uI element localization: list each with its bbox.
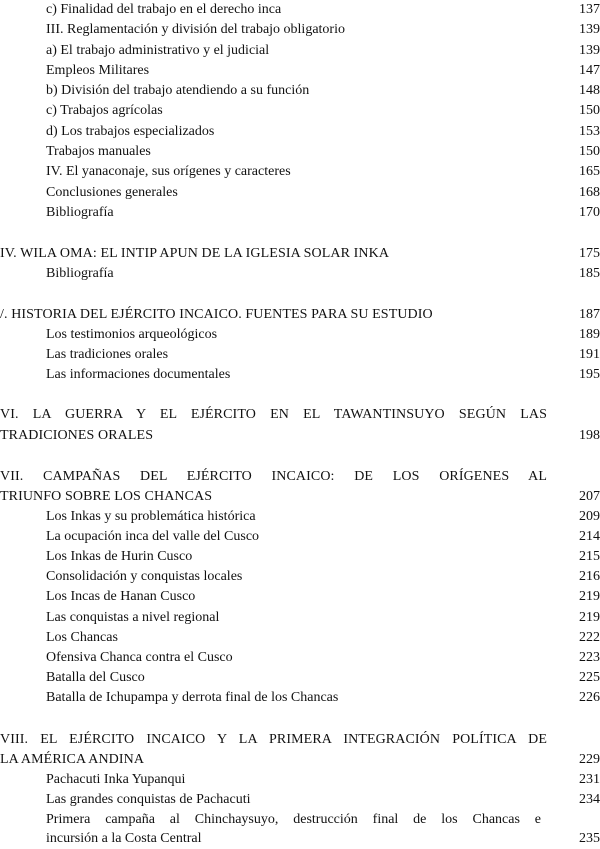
toc-entry xyxy=(0,264,600,284)
toc-entry-page: 226 xyxy=(579,690,600,705)
toc-entry-title: incursión a la Costa Central xyxy=(46,831,202,846)
toc-entry-page: 223 xyxy=(579,650,600,665)
toc-entry-page: 225 xyxy=(579,670,600,685)
toc-entry-page: 189 xyxy=(579,327,600,342)
toc-entry xyxy=(0,527,600,547)
toc-chapter-title: /. HISTORIA DEL EJÉRCITO INCAICO. FUENTES PARA SU ESTUDIO xyxy=(0,307,433,322)
toc-entry-title: Las informaciones documentales xyxy=(46,367,231,382)
toc-entry xyxy=(0,628,600,648)
toc-entry-page: 153 xyxy=(579,124,600,139)
toc-entry xyxy=(0,325,600,345)
toc-entry xyxy=(0,810,600,830)
toc-entry xyxy=(0,829,600,849)
toc-entry xyxy=(0,203,600,223)
toc-entry-page: 191 xyxy=(579,347,600,362)
toc-chapter xyxy=(0,467,600,487)
toc-entry-title: Trabajos manuales xyxy=(46,144,151,159)
toc-entry-title: Batalla del Cusco xyxy=(46,670,145,685)
toc-entry-page: 165 xyxy=(579,164,600,179)
toc-entry xyxy=(0,587,600,607)
toc-entry xyxy=(0,790,600,810)
toc-entry-page: 150 xyxy=(579,103,600,118)
toc-entry-page: 187 xyxy=(579,307,600,322)
toc-entry-page: 222 xyxy=(579,630,600,645)
toc-entry-title: Los testimonios arqueológicos xyxy=(46,327,218,342)
toc-entry xyxy=(0,507,600,527)
toc-entry-page: 175 xyxy=(579,246,600,261)
toc-chapter-title: VIII. EL EJÉRCITO INCAICO Y LA PRIMERA INTEGRACIÓN POLÍTICA DE xyxy=(0,732,547,747)
toc-entry xyxy=(0,648,600,668)
toc-entry-page: 150 xyxy=(579,144,600,159)
toc-chapter-title: IV. WILA OMA: EL INTIP APUN DE LA IGLESIA SOLAR INKA xyxy=(0,246,390,261)
toc-entry xyxy=(0,608,600,628)
toc-entry-page: 137 xyxy=(579,2,600,17)
toc-entry-page: 147 xyxy=(579,63,600,78)
toc-entry xyxy=(0,162,600,182)
toc-chapter xyxy=(0,730,600,750)
toc-entry-page: 198 xyxy=(579,428,600,443)
toc-entry-page: 234 xyxy=(579,792,600,807)
toc-entry-title: c) Finalidad del trabajo en el derecho inca xyxy=(46,2,282,17)
toc-entry xyxy=(0,101,600,121)
toc-entry-title: Bibliografía xyxy=(46,205,114,220)
toc-entry xyxy=(0,81,600,101)
toc-entry-page: 170 xyxy=(579,205,600,220)
toc-entry-page: 185 xyxy=(579,266,600,281)
toc-entry xyxy=(0,61,600,81)
toc-entry-page: 231 xyxy=(579,772,600,787)
toc-entry-page: 235 xyxy=(579,831,600,846)
toc-entry-title: Ofensiva Chanca contra el Cusco xyxy=(46,650,233,665)
toc-entry-title: Conclusiones generales xyxy=(46,185,178,200)
toc-entry xyxy=(0,183,600,203)
toc-entry xyxy=(0,142,600,162)
toc-entry-title: La ocupación inca del valle del Cusco xyxy=(46,529,260,544)
toc-entry xyxy=(0,547,600,567)
toc-entry-page: 139 xyxy=(579,43,600,58)
toc-entry-title: a) El trabajo administrativo y el judicial xyxy=(46,43,270,58)
toc-entry-page: 216 xyxy=(579,569,600,584)
toc-entry-title: Las conquistas a nivel regional xyxy=(46,610,220,625)
toc-entry-title: d) Los trabajos especializados xyxy=(46,124,215,139)
toc-chapter-title: TRADICIONES ORALES xyxy=(0,428,154,443)
toc-entry-page: 207 xyxy=(579,489,600,504)
toc-chapter-title: LA AMÉRICA ANDINA xyxy=(0,752,145,767)
toc-entry-page: 139 xyxy=(579,22,600,37)
toc-entry-page: 209 xyxy=(579,509,600,524)
toc-entry xyxy=(0,20,600,40)
toc-entry xyxy=(0,770,600,790)
toc-chapter-title: TRIUNFO SOBRE LOS CHANCAS xyxy=(0,489,213,504)
toc-entry-title: Las grandes conquistas de Pachacuti xyxy=(46,792,251,807)
toc-entry-title: Empleos Militares xyxy=(46,63,150,78)
toc-chapter xyxy=(0,405,600,425)
toc-entry xyxy=(0,567,600,587)
toc-entry-title: c) Trabajos agrícolas xyxy=(46,103,163,118)
toc-entry-page: 214 xyxy=(579,529,600,544)
toc-entry xyxy=(0,688,600,708)
toc-entry-page: 215 xyxy=(579,549,600,564)
toc-entry xyxy=(0,668,600,688)
toc-chapter xyxy=(0,305,600,325)
toc-entry-page: 229 xyxy=(579,752,600,767)
toc-chapter xyxy=(0,426,600,446)
toc-entry-page: 219 xyxy=(579,589,600,604)
toc-entry-title: Las tradiciones orales xyxy=(46,347,169,362)
toc-entry-page: 219 xyxy=(579,610,600,625)
toc-entry-title: Los Chancas xyxy=(46,630,118,645)
toc-entry xyxy=(0,0,600,20)
toc-entry-title: Bibliografía xyxy=(46,266,114,281)
toc-entry-title: III. Reglamentación y división del trabajo obligatorio xyxy=(46,22,345,37)
toc-entry-title: Los Incas de Hanan Cusco xyxy=(46,589,196,604)
toc-entry-page: 148 xyxy=(579,83,600,98)
toc-chapter xyxy=(0,487,600,507)
toc-entry xyxy=(0,345,600,365)
toc-entry-title: Los Inkas y su problemática histórica xyxy=(46,509,256,524)
toc-chapter xyxy=(0,750,600,770)
toc-entry-title: Consolidación y conquistas locales xyxy=(46,569,243,584)
toc-entry xyxy=(0,122,600,142)
toc-chapter-title: VI. LA GUERRA Y EL EJÉRCITO EN EL TAWANTINSUYO SEGÚN LAS xyxy=(0,407,547,422)
toc-entry-title: IV. El yanaconaje, sus orígenes y caracteres xyxy=(46,164,291,179)
toc-entry-title: Primera campaña al Chinchaysuyo, destrucción final de los Chancas e xyxy=(46,812,541,827)
toc-entry-page: 168 xyxy=(579,185,600,200)
toc-chapter xyxy=(0,244,600,264)
toc-entry-title: Los Inkas de Hurin Cusco xyxy=(46,549,193,564)
toc-entry-title: Batalla de Ichupampa y derrota final de los Chancas xyxy=(46,690,339,705)
toc-chapter-title: VII. CAMPAÑAS DEL EJÉRCITO INCAICO: DE LOS ORÍGENES AL xyxy=(0,469,547,484)
toc-entry-page: 195 xyxy=(579,367,600,382)
toc-entry-title: Pachacuti Inka Yupanqui xyxy=(46,772,186,787)
toc-entry-title: b) División del trabajo atendiendo a su función xyxy=(46,83,310,98)
toc-entry xyxy=(0,365,600,385)
toc-entry xyxy=(0,41,600,61)
